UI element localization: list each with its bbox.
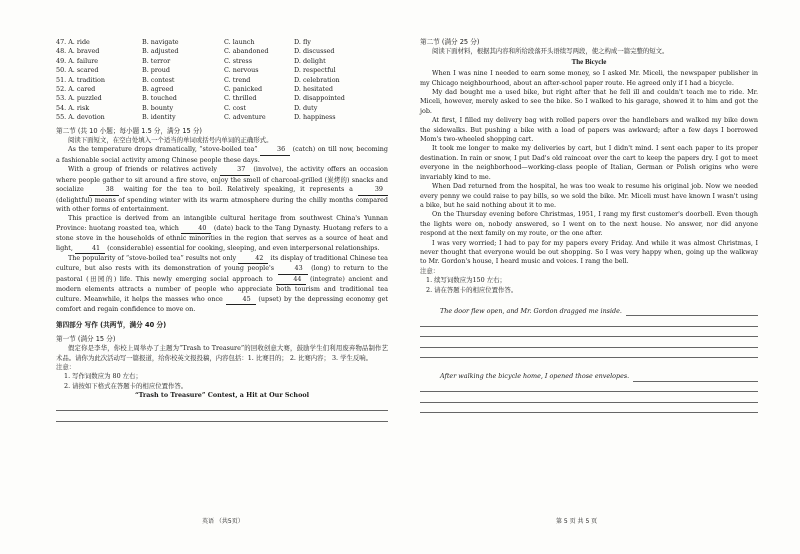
blank-40[interactable]: 40 [181,224,211,234]
option-cell: 51. A. tradition [56,75,106,84]
option-cell: C. panicked [224,85,263,94]
option-cell: 50. A. scared [56,66,99,75]
paragraph-starter-1: The door flew open, and Mr. Gordon dragged me inside. [440,306,622,315]
left-column [56,38,388,422]
writing-note-1: 1. 写作词数应为 80 左右； [64,372,142,381]
cloze-paragraph-2: With a group of friends or relatives actively 37 (involve), the activity offers an occasion where people gather to sit around a fire stove, enjoy the smell of charcoal-grilled (炭烤的) snacks and socialize 38 waiting for the tea to boil. Relatively speaking, it represents a 39 (delightful) means of spending winter with its warm atmosphere during the chilly months compared with other forms of entertainment. [56,165,388,213]
blank-36[interactable]: 36 [260,145,290,155]
option-cell: 48. A. braved [56,47,100,56]
blank-41[interactable]: 41 [75,244,105,254]
option-cell: C. cost [224,103,246,112]
writing-note-2: 2. 请按如下格式在答题卡的相应位置作答。 [64,381,188,390]
section2-heading: 第二节 (共 10 小题；每小题 1.5 分，满分 15 分) [56,126,202,135]
part4-heading: 第四部分 写作 (共两节，满分 40 分) [56,321,167,330]
option-cell: 47. A. ride [56,38,90,46]
option-cell: D. duty [294,103,318,112]
blank-45[interactable]: 45 [226,295,256,305]
option-cell: D. celebration [294,75,340,84]
option-cell: B. proud [142,66,170,75]
option-cell: B. bounty [142,103,174,112]
continuation-heading: 第二节 (满分 25 分) [420,38,480,46]
option-cell: C. launch [224,38,255,46]
option-cell: D. delight [294,56,326,65]
blank-38[interactable]: 38 [89,185,119,195]
answer-line[interactable] [420,403,758,414]
starter-line-1[interactable] [420,307,758,316]
story-paragraph: When Dad returned from the hospital, he was too weak to resume his original job. Now we needed every penny we could raise to pay bills, so we sold the bike. Mr. Miceli must have known I wasn't using a bike, but he said nothing about it to me. [420,182,758,209]
option-cell: C. stress [224,56,252,65]
option-cell: C. nervous [224,66,259,75]
answer-line[interactable] [420,316,758,327]
cloze-paragraph-1: As the temperature drops dramatically, “stove-boiled tea” 36 (catch) on till now, becoming a fashionable social activity among Chinese people these days. [56,145,388,164]
option-cell: B. touched [142,94,177,103]
section2-instruction: 阅读下面短文，在空白处填入一个适当的单词或括号内单词的正确形式。 [68,136,273,145]
answer-line[interactable] [420,392,758,403]
option-cell: C. adventure [224,113,266,122]
story-paragraph: When I was nine I needed to earn some money, so I asked Mr. Miceli, the newspaper publisher in my Chicago neighbourhood, about an after-school paper route. He agreed only if I had a bicycle. [420,69,758,87]
option-cell: 53. A. puzzled [56,94,102,103]
blank-42[interactable]: 42 [238,254,268,264]
story-paragraph: I was very worried; I had to pay for my papers every Friday. And while it was almost Christmas, I never thought that everyone would be out shopping. So I was very happy when, going up the walkway to Mr. Gordon's house, I heard music and voices. I rang the bell. [420,238,758,266]
option-cell: 54. A. risk [56,103,90,112]
option-cell: B. adjusted [142,47,179,56]
continuation-note-1: 1. 续写词数应为150 左右； [426,276,506,285]
story-title: The Bicycle [571,57,607,66]
paragraph-starter-2: After walking the bicycle home, I opened those envelopes. [440,372,630,381]
option-cell: B. identity [142,113,176,122]
answer-line[interactable] [420,327,758,338]
option-cell: B. terror [142,56,171,65]
continuation-instruction: 阅读下面材料，根据其内容和所给段落开头语续写两段，使之构成一篇完整的短文。 [432,47,669,56]
footer-left: 英语 （共5页） [202,518,244,525]
cloze-paragraph-3: This practice is derived from an intangible cultural heritage from southwest China's Yunnan Province: huotang roasted tea, which 40 (date) back to the Tang Dynasty. Huotang refers to a stone stove in the households of ethnic minorities in the region that serves as a source of heat and light, 41 (considerable) essential for cooking, sleeping, and even interpersonal relationships. [56,214,388,254]
option-cell: C. thrilled [224,94,257,103]
answer-line[interactable] [56,411,388,422]
essay-title: “Trash to Treasure” Contest, a Hit at Our School [134,391,310,400]
story-paragraph: It took me longer to make my deliveries by cart, but I didn't mind. I sent each paper to its proper destination. In rain or snow, I put Dad's old raincoat over the cart to keep the papers dry. I got to meet everyone in the neighborhood—working-class people of Italian, German or Polish origins who were invariably kind to me. [420,144,758,181]
option-cell: D. fly [294,38,311,46]
answer-line[interactable] [420,382,758,393]
answer-line[interactable] [56,401,388,412]
option-cell: C. abandoned [224,47,269,56]
starter-line-2[interactable] [420,372,758,381]
option-cell: D. hesitated [294,85,333,94]
option-cell: 49. A. failure [56,56,99,65]
cloze-paragraph-4: The popularity of “stove-boiled tea” results not only 42 its display of traditional Chinese tea culture, but also rests with its demonstration of young people's 43 (long) to return to the pastoral (田园的) life. This newly emerging social approach to 44 (integrate) ancient and modern elements attracts a number of people who appreciate both tourism and traditional tea culture. Meanwhile, it helps the masses who once 45 (upset) by the depressing economy get comfort and regain confidence to move on. [56,253,388,313]
writing-prompt: 假定你是李华，你校上周举办了主题为“Trash to Treasure”的回收创意大赛，鼓励学生们利用废弃物品制作艺术品。请你为此次活动写一篇报道，给你校英文报投稿，内容包括：1. 比赛目的； 2. 比赛内容； 3. 学生反响。 [56,344,388,362]
option-cell: B. contest [142,75,175,84]
story-paragraph: On the Thursday evening before Christmas, 1951, I rang my first customer's doorbell. Even though the lights were on, nobody answered, so I went on to the next house. No answer, nor did anyone respond at the next family on my route, or the one after. [420,210,758,238]
option-cell: C. trend [224,75,251,84]
blank-37[interactable]: 37 [220,165,250,175]
option-cell: 55. A. devotion [56,113,105,122]
writing-note-label: 注意： [56,363,76,371]
option-cell: D. disappointed [294,94,345,103]
options-table [56,38,388,123]
story-paragraph: At first, I filled my delivery bag with rolled papers over the handlebars and walked my bike down the sidewalks. But pushing a bike with a load of papers was awkward; after a few days I borrowed Mom's two-wheeled shopping cart. [420,116,758,144]
blank-39[interactable]: 39 [358,185,388,195]
option-cell: D. respectful [294,66,336,75]
continuation-note-label: 注意： [420,266,440,275]
option-cell: D. happiness [294,113,336,122]
option-cell: 52. A. cared [56,85,96,94]
story-body [420,69,758,267]
option-cell: B. agreed [142,85,174,94]
answer-line[interactable] [420,337,758,348]
story-paragraph: My dad bought me a used bike, but right after that he fell ill and couldn't teach me to ride. Mr. Miceli, however, merely asked to see the bike. So I walked to his garage, showed it to him and got the job. [420,88,758,115]
option-cell: B. navigate [142,38,179,46]
answer-line[interactable] [420,348,758,359]
blank-44[interactable]: 44 [276,275,306,285]
footer-page-number: 第 5 页 共 5 页 [556,518,598,525]
blank-43[interactable]: 43 [278,264,308,274]
continuation-note-2: 2. 请在答题卡的相应位置作答。 [426,285,518,294]
right-column [420,38,758,413]
part4-section1-heading: 第一节 (满分 15 分) [56,334,116,343]
option-cell: D. discussed [294,47,335,56]
